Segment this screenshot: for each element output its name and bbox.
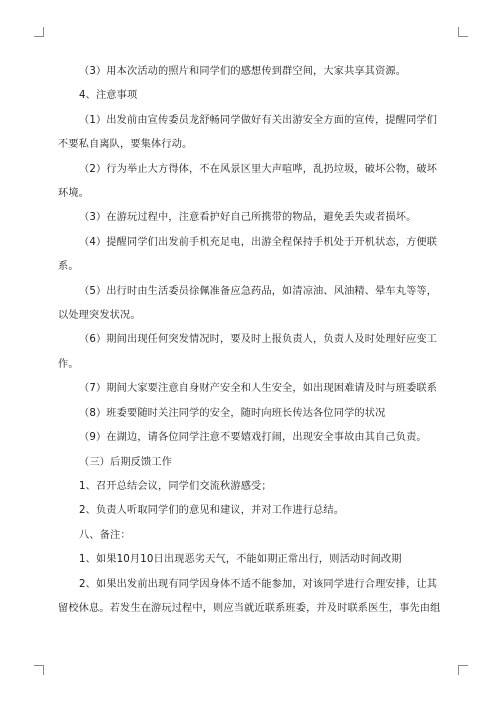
paragraph-line: 八、备注： bbox=[79, 529, 131, 541]
paragraph-line: （4）提醒同学们出发前手机充足电，出游全程保持手机处于开机状态，方便联 bbox=[79, 236, 438, 248]
paragraph-line: 2、负责人听取同学们的意见和建议，并对工作进行总结。 bbox=[79, 505, 345, 517]
paragraph-line: （5）出行时由生活委员徐佩准备应急药品，如清凉油、风油精、晕车丸等等， bbox=[79, 285, 438, 297]
crop-mark-top-right bbox=[458, 27, 468, 37]
crop-mark-bottom-left bbox=[34, 665, 44, 675]
paragraph-line: （三）后期反馈工作 bbox=[79, 456, 173, 468]
paragraph-line: （9）在湖边，请各位同学注意不要嬉戏打闹，出现安全事故由其自己负责。 bbox=[79, 432, 427, 444]
document-body bbox=[58, 60, 439, 621]
paragraph-line: （8）班委要随时关注同学的安全，随时向班长传达各位同学的状况 bbox=[79, 407, 386, 419]
paragraph-line: 系。 bbox=[58, 261, 79, 273]
paragraph-line: 作。 bbox=[58, 358, 79, 370]
paragraph-line: （7）期间大家要注意自身财产安全和人生安全，如出现困难请及时与班委联系 bbox=[79, 383, 438, 395]
paragraph-line: 2、如果出发前出现有同学因身体不适不能参加，对该同学进行合理安排，让其 bbox=[79, 578, 438, 590]
paragraph-line: 1、召开总结会议，同学们交流秋游感受； bbox=[79, 480, 272, 492]
paragraph-line: （1）出发前由宣传委员龙舒畅同学做好有关出游安全方面的宣传，提醒同学们 bbox=[79, 114, 438, 126]
paragraph-line: （2）行为举止大方得体，不在风景区里大声喧哗，乱扔垃圾，破坏公物，破坏 bbox=[79, 163, 438, 175]
paragraph-line: 留校休息。若发生在游玩过程中，则应当就近联系班委，并及时联系医生，事先由组 bbox=[58, 602, 441, 614]
paragraph-line: （6）期间出现任何突发情况时，要及时上报负责人，负责人及时处理好应变工 bbox=[79, 334, 438, 346]
crop-mark-top-left bbox=[34, 27, 44, 37]
paragraph-line: （3）在游玩过程中，注意看护好自己所携带的物品，避免丢失或者损坏。 bbox=[79, 212, 417, 224]
paragraph-line: 4、注意事项 bbox=[79, 90, 138, 102]
paragraph-line: 不要私自离队，要集体行动。 bbox=[58, 139, 193, 151]
paragraph-line: 环境。 bbox=[58, 188, 90, 200]
paragraph-line: 以处理突发状况。 bbox=[58, 310, 141, 322]
paragraph-line: 1、如果10月10日出现恶劣天气，不能如期正常出行，则活动时间改期 bbox=[79, 554, 402, 566]
paragraph-line: （3）用本次活动的照片和同学们的感想传到群空间，大家共享其资源。 bbox=[79, 66, 407, 77]
crop-mark-bottom-right bbox=[458, 665, 468, 675]
